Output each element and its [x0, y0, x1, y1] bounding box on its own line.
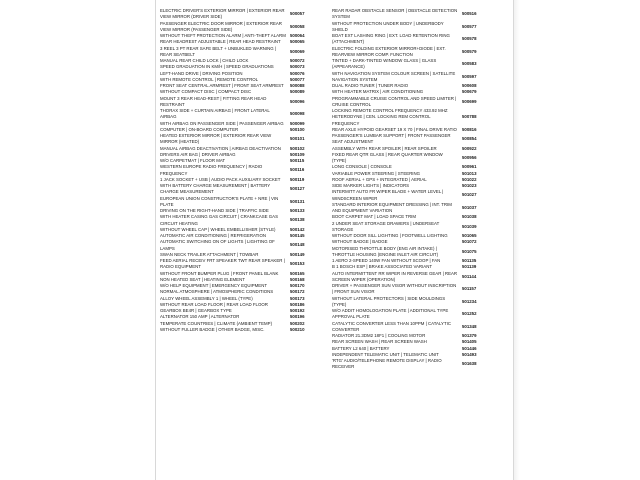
- option-code: 501405: [462, 339, 477, 345]
- option-code: 501446: [462, 345, 477, 351]
- option-description: THORAX SIDE + CURTAIN AIRBAG | FRONT LATERAL AIRBAG: [160, 108, 270, 120]
- option-code: 500699: [462, 98, 477, 104]
- option-description: LOCKING REMOTE CONTROL FREQUENCY 433.92 MHZ HETERODYNE | CEN. LOCKING REM CONTROL FREQUENCY: [332, 108, 448, 126]
- option-code: 500173: [290, 295, 305, 301]
- option-code: 500202: [290, 320, 305, 326]
- option-description: WITH AIRBAG ON PASSENGER SIDE | PASSENGER AIRBAG: [160, 120, 284, 126]
- option-code: 500516: [462, 11, 477, 17]
- option-description: STANDARD INTERIOR EQUIPMENT DRESSING | INT. TRIM AND EQUIPMENT VARIATION: [332, 201, 452, 213]
- option-code: 501039: [462, 223, 477, 229]
- option-description: B 1 BOSCH ESP | BRAKE ASSOCIATED VARIANT: [332, 264, 433, 270]
- option-code: 501075: [462, 248, 477, 254]
- option-description: ASSEMBLY WITH REAR SPOILER | REAR SPOILER: [332, 145, 437, 151]
- option-code: 500131: [290, 198, 305, 204]
- option-code: 500788: [462, 114, 477, 120]
- option-code: 500679: [462, 89, 477, 95]
- option-description: CATALYTIC CONVERTER LESS THAN 10PPM | CATALYTIC CONVERTER: [332, 320, 451, 332]
- option-code: 501157: [462, 286, 477, 292]
- option-code: 501144: [462, 273, 477, 279]
- option-code: 501037: [462, 204, 477, 210]
- option-code: 501252: [462, 311, 477, 317]
- option-description: WITHOUT DOOR SILL LIGHTING | FOOTWELL LIGHTING: [332, 233, 448, 238]
- option-description: WITH BATTERY CHARGE MEASUREMENT | BATTERY CHARGE MEASUREMENT: [160, 183, 271, 195]
- option-code: 500172: [290, 289, 305, 295]
- option-code: 500854: [462, 136, 477, 142]
- option-code: 500577: [462, 23, 477, 29]
- option-description: DRIVER + PASSENGER SUN VISOR WITHOUT INSCRIPTION | FRONT SUN VISOR: [332, 283, 457, 295]
- option-code: 500142: [290, 226, 305, 232]
- option-description: ALLOY WHEEL ASSEMBLY 1 | WHEEL (TYPE): [160, 295, 253, 301]
- option-code: 500168: [290, 276, 305, 282]
- option-description: MANUAL REAR CHILD LOCK | CHILD LOCK: [160, 58, 249, 63]
- description-cell-left: [160, 8, 288, 333]
- option-description: REAR RADAR OBSTACLE SENSOR | OBSTACLE DETECTION SYSTEM: [332, 8, 458, 20]
- option-code: 500153: [290, 261, 305, 267]
- option-code: 501038: [462, 214, 477, 220]
- option-code: 500102: [290, 145, 305, 151]
- option-code: 501348: [462, 323, 477, 329]
- option-code: 500165: [290, 270, 305, 276]
- option-description: GEARBOX BE4R | GEARBOX TYPE: [160, 308, 232, 313]
- option-description: DUAL RADIO TUNER | TUNER RADIO: [332, 83, 409, 88]
- option-column-left: [160, 8, 332, 371]
- option-description: SWAN NECK TRAILER ATTACHMENT | TOWBAR: [160, 251, 259, 257]
- option-description: PROGRAMMABLE CRUISE CONTROL AND SPEED LIMITER | CRUISE CONTROL: [332, 95, 457, 107]
- option-code: 500956: [462, 154, 477, 160]
- option-code: 500145: [290, 233, 305, 238]
- option-code: 500127: [290, 186, 305, 192]
- option-code: 500076: [290, 70, 305, 76]
- left-margin-rule: [155, 0, 156, 480]
- option-description: W/O CARPETMAT | FLOOR MAT: [160, 158, 226, 163]
- option-code: 500192: [290, 308, 305, 313]
- option-code: 500096: [290, 98, 305, 104]
- option-description: VARIABLE POWER STEERING | STEERING: [332, 170, 421, 176]
- option-code: 501023: [462, 183, 477, 188]
- code-cell-right: [460, 8, 504, 371]
- option-description: PASSENGER'S LUMBAR SUPPORT | FRONT PASSENGER SEAT ADJUSTMENT: [332, 133, 451, 145]
- option-description: DRIVERS AIR BAG | DRIVER AIRBAG: [160, 151, 236, 157]
- option-description: PASSENGER ELECTRIC DOOR MIRROR | EXTERIOR REAR VIEW MIRROR (PASSENGER SIDE): [160, 20, 282, 32]
- option-description: FRONT SEAT CENTRAL ARMREST | FRONT SEAT ARMREST: [160, 83, 284, 88]
- option-description: BOAT EXT LASHING RING | EXT. LOAD RETENTION RING (ATTACHMENT): [332, 33, 450, 45]
- description-cell-right: [332, 8, 460, 371]
- option-description: COMPUTER | ON-BOARD COMPUTER: [160, 126, 239, 132]
- option-code: 500608: [462, 83, 477, 88]
- option-code: 500064: [290, 33, 305, 38]
- option-code: 501638: [462, 361, 477, 367]
- option-code: 500109: [290, 151, 305, 157]
- option-description: LONG CONSOLE | CONSOLE: [332, 164, 392, 170]
- option-code: 500210: [290, 326, 305, 332]
- option-code: 500069: [290, 48, 305, 54]
- option-description: EUROPEAN UNION CONSTRUCTOR'S PLATE + NRE | VIN PLATE: [160, 195, 279, 207]
- option-code: 500057: [290, 11, 305, 17]
- option-description: MANUAL AIRBAG DEACTIVATION | AIRBAG DEACTIVATION: [160, 145, 281, 151]
- option-description: WITHOUT BADGE | BADGE: [332, 239, 388, 245]
- option-description: WITHOUT FRONT BUMPER PLUG | FRONT PANEL BLANK: [160, 270, 279, 276]
- option-description: BOOT CARPET MAT | LOAD SPACE TRIM: [332, 214, 417, 220]
- option-code: 500058: [290, 23, 305, 29]
- option-description: ROOF AERIAL + GPS + INTEGRATED | AERIAL: [332, 176, 427, 182]
- option-description: AUTOMATIC AIR CONDITIONING | REFRIGERATION: [160, 233, 267, 238]
- option-code: 500119: [290, 176, 305, 182]
- option-description: BATTERY L2 640 | BATTERY: [332, 345, 390, 351]
- option-code: 501135: [462, 258, 477, 263]
- option-code: 500099: [290, 120, 305, 126]
- option-description: WITHOUT WHEEL CAP | WHEEL EMBELLISHER (STYLE): [160, 226, 276, 232]
- option-description: WITH NAVIGATION SYSTEM COLOUR SCREEN | SATELLITE NAVIGATION SYSTEM: [332, 70, 456, 82]
- option-description: FEED AERIAL RECEIV FRT SPEAKER TWT REAR SPEAKER | RADIO EQUIPMENT: [160, 258, 285, 270]
- option-description: FIXED REAR QTR GLASS | REAR QUARTER WINDOW (TYPE): [332, 151, 443, 163]
- option-description: 1 JACK SOCKET + USB | AUDIO PACK AUXILIARY SOCKET: [160, 176, 281, 182]
- option-code: 500578: [462, 36, 477, 42]
- option-code: 500077: [290, 76, 305, 82]
- option-code: 500196: [290, 314, 305, 320]
- option-description: W/O HELP EQUIPMENT | EMERGENCY EQUIPMENT: [160, 283, 268, 288]
- option-description: MOTORISED THROTTLE BODY (ENG AIR INTAKE) | THROTTLE HOUSING (ENGINE INLET AIR CIRCUIT): [332, 245, 439, 257]
- option-code: 501234: [462, 298, 477, 304]
- option-code: 501072: [462, 239, 477, 245]
- option-description: MOUNT 3 REAR HEAD-REST | FITTING REAR HEAD RESTRAINT: [160, 95, 267, 107]
- right-margin-rule: [513, 0, 514, 480]
- option-code: 500170: [290, 283, 305, 288]
- option-description: INDEPENDENT TELEMATIC UNIT | TELEMATIC UNIT: [332, 351, 439, 357]
- option-description: INTERMITT AUTO FR WIPER BLADE + WATER LEVEL | WINDSCREEN WIPER: [332, 189, 444, 201]
- option-code: 500961: [462, 164, 477, 170]
- option-description: 'RTG' AUDIO/TELEPHONE REMOTE DISPLAY | RADIO RECEIVER: [332, 358, 442, 370]
- option-description: WITHOUT THEFT PROTECTION ALARM | ANTI-THEFT ALARM: [160, 33, 286, 38]
- option-code: 500101: [290, 136, 305, 142]
- option-code: 500116: [290, 167, 305, 173]
- option-description: WITH REMOTE CONTROL | REMOTE CONTROL: [160, 76, 259, 82]
- code-cell-left: [288, 8, 332, 333]
- option-description: LEFT-HAND DRIVE | DRIVING POSITION: [160, 70, 243, 76]
- option-description: SPEED GRADUATION IN KM/H | SPEED GRADUATIONS: [160, 64, 274, 70]
- option-description: RADIATOR 21.3DM2 18F1 | COOLING MOTOR: [332, 333, 426, 338]
- option-description: ELECTRIC DRIVER'S EXTERIOR MIRROR | EXTERIOR REAR VIEW MIRROR (DRIVER SIDE): [160, 8, 285, 20]
- option-description: WITH HEATER CASING GAS CIRCUIT | CRANKCASE GAS CIRCUIT HEATING: [160, 214, 278, 226]
- option-description: ALTERNATOR 150 AMP | ALTERNATOR: [160, 314, 240, 320]
- option-code: 500816: [462, 126, 477, 132]
- option-description: REAR SCREEN WASH | REAR SCREEN WASH: [332, 339, 427, 345]
- option-description: 1 AERO 2-SPEED 140W FAN WITHOUT SCOOP | FAN: [332, 258, 441, 263]
- option-description: TINTED + DARK-TINTED WINDOW GLASS | GLASS (APPEARANCE): [332, 58, 437, 70]
- option-code: 500133: [290, 208, 305, 213]
- option-description: W/O ADDIT HOMOLOGATION PLATE | ADDITIONAL TYPE APPROVAL PLATE: [332, 308, 449, 320]
- option-description: 3 REEL 3 PT REAR SAFE BELT + UNBUKLED WARNING | REAR SEATBELT: [160, 45, 277, 57]
- option-code: 501013: [462, 170, 477, 176]
- option-code: 500098: [290, 111, 305, 117]
- option-code: 500922: [462, 145, 477, 151]
- page-edge-shading: [514, 0, 520, 480]
- option-code: 500148: [290, 242, 305, 248]
- option-description: ELECTRIC FOLDING EXTERIOR MIRROR+DIODE | EXT. REARVIEW MIRROR COMP. FUNCTION: [332, 45, 446, 57]
- option-code: 501493: [462, 351, 477, 357]
- option-code: 500138: [290, 217, 305, 223]
- option-code: 500583: [462, 61, 477, 67]
- option-description: WITH HEATER MATRIX | AIR CONDITIONING: [332, 89, 424, 95]
- option-description: REAR AXLE HYPOID GEARSET 19 X 70 | FINAL DRIVE RATIO: [332, 126, 457, 132]
- option-code: 500073: [290, 64, 305, 70]
- option-code: 500089: [290, 89, 305, 95]
- option-code: 501065: [462, 233, 477, 238]
- option-code: 500115: [290, 158, 305, 163]
- option-column-right: [332, 8, 505, 371]
- option-code: 500100: [290, 126, 305, 132]
- option-code: 500579: [462, 48, 477, 54]
- option-code: 500072: [290, 58, 305, 63]
- option-code: 501022: [462, 176, 477, 182]
- option-description: REAR HEADREST ADJUSTABLE | REAR HEAD RESTRAINT: [160, 39, 281, 45]
- option-code: 500597: [462, 73, 477, 79]
- option-description: NORMAL ATMOSPHERE | ATMOSPHERIC CONDITIONS: [160, 289, 274, 295]
- option-description: WITHOUT COMPACT DISC | COMPACT DISC: [160, 89, 252, 95]
- option-code: 500088: [290, 83, 305, 88]
- option-description: NON HEATED SEAT | HEATING ELEMENT: [160, 276, 245, 282]
- option-code: 501139: [462, 264, 477, 270]
- option-description: WITHOUT FULLER BADGE | OTHER BADGE, MISC.: [160, 326, 265, 332]
- option-code: 500186: [290, 301, 305, 307]
- option-description: SIDE MARKER LIGHTS | INDICATORS: [332, 183, 410, 188]
- option-description: WESTERN EUROPE RADIO FREQUENCY | RADIO FREQUENCY: [160, 164, 263, 176]
- option-code: 501379: [462, 333, 477, 338]
- option-description: WITHOUT PROTECTION UNDER BODY | UNDERBODY SHIELD: [332, 20, 444, 32]
- option-description: TEMPERATE COUNTRIES | CLIMATE (AMBIENT TEMP): [160, 320, 273, 326]
- option-description: DRIVING ON THE RIGHT-HAND SIDE | TRAFFIC SIDE: [160, 208, 269, 213]
- option-code: 501027: [462, 192, 477, 198]
- option-code-table: [160, 8, 505, 371]
- option-description: AUTO INTERMITTENT RR WIPER IN REVERSE GEAR | REAR SCREEN WIPER (OPERATION): [332, 270, 458, 282]
- option-code: 500065: [290, 39, 305, 45]
- option-description: HEATED EXTERIOR MIRROR | EXTERIOR REAR VIEW MIRROR (HEATED): [160, 133, 272, 145]
- option-code: 500149: [290, 251, 305, 257]
- option-description: WITHOUT LATERAL PROTECTORS | SIDE MOULDINGS (TYPE): [332, 295, 446, 307]
- option-description: WITHOUT REAR LOAD FLOOR | REAR LOAD FLOOR: [160, 301, 268, 307]
- option-description: 2 UNDER SEAT STORAGE DRAWERS | UNDERSEAT STORAGE: [332, 220, 440, 232]
- option-description: AUTOMATIC SWITCHING ON OF LIGHTS | LIGHTING OF LAMPS: [160, 239, 275, 251]
